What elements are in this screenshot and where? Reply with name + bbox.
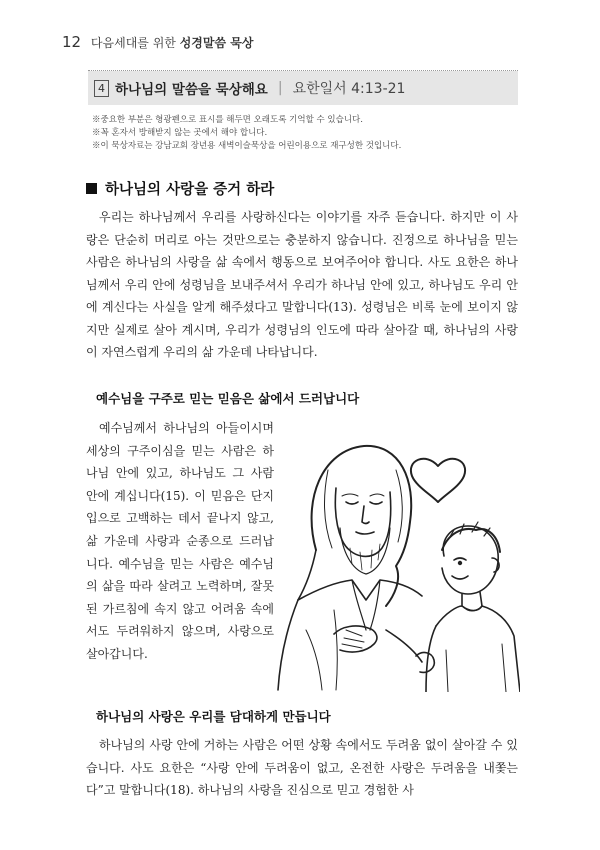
body-paragraph-2: [86, 417, 274, 666]
paragraph-text: 하나님의 사랑 안에 거하는 사람은 어떤 상황 속에서도 두려움 없이 살아갈 수 있습니다. 사도 요한은 “사랑 안에 두려움이 없고, 온전한 사랑은 두려움을 내쫓는다”고 말합니다(18). 하나님의 사랑을 진심으로 믿고 경험한 사: [86, 738, 518, 797]
header-prefix: 다음세대를 위한: [90, 36, 176, 50]
body-paragraph-1: [86, 206, 518, 364]
jesus-and-child-illustration: [276, 430, 520, 692]
lesson-number-box: 4: [94, 80, 109, 97]
scripture-reference: 요한일서 4:13-21: [292, 81, 406, 97]
note-item: ※이 묵상자료는 강남교회 장년용 새벽이슬묵상을 어린이용으로 재구성한 것입니다.: [92, 141, 402, 151]
banner-separator: |: [277, 80, 283, 96]
paragraph-text: 예수님께서 하나님의 아들이시며 세상의 구주이심을 믿는 사람은 하나님 안에 있고, 하나님도 그 사람 안에 계십니다(15). 이 믿음은 단지 입으로 고백하는 데서 끝나지 않고, 삶 가운데 사랑과 순종으로 드러납니다. 예수님을 믿는 사람은 예수님의 삶을 따라 살려고 노력하며, 잘못된 가르침에 속지 않고 어려움 속에서도 두려워하지 않으며, 사랑으로 살아갑니다.: [86, 421, 274, 661]
subheading-faith: 예수님을 구주로 믿는 믿음은 삶에서 드러납니다: [96, 391, 360, 406]
section-heading: [86, 178, 274, 199]
note-item: ※중요한 부분은 형광펜으로 표시를 해두면 오래도록 기억할 수 있습니다.: [92, 115, 363, 125]
page-number: 12: [62, 33, 82, 51]
lesson-title: 하나님의 말씀을 묵상해요: [115, 82, 268, 98]
note-item: ※꼭 혼자서 방해받지 않는 곳에서 해야 합니다.: [92, 128, 268, 138]
running-header: [62, 33, 253, 51]
notes-list: [92, 114, 401, 153]
black-square-icon: [86, 183, 97, 194]
subheading-courage: 하나님의 사랑은 우리를 담대하게 만듭니다: [96, 709, 331, 724]
header-title: 성경말씀 묵상: [179, 36, 254, 50]
body-paragraph-3: [86, 734, 518, 802]
paragraph-text: 우리는 하나님께서 우리를 사랑하신다는 이야기를 자주 듣습니다. 하지만 이 사랑은 단순히 머리로 아는 것만으로는 충분하지 않습니다. 진정으로 하나님을 믿는 사람은 하나님의 사랑을 삶 속에서 행동으로 보여주어야 합니다. 사도 요한은 하나님께서 우리 안에 성령님을 보내주셔서 우리가 하나님 안에 있고, 하나님도 우리 안에 계신다는 사실을 알게 해주셨다고 말합니다(13). 성령님은 비록 눈에 보이지 않지만 실제로 살아 계시며, 우리가 성령님의 인도에 따라 살아갈 때, 하나님의 사랑이 자연스럽게 우리의 삶 가운데 나타납니다.: [86, 210, 518, 359]
section-heading-text: 하나님의 사랑을 증거 하라: [105, 182, 275, 198]
heart-icon: [411, 459, 465, 502]
lesson-banner: [88, 71, 518, 105]
